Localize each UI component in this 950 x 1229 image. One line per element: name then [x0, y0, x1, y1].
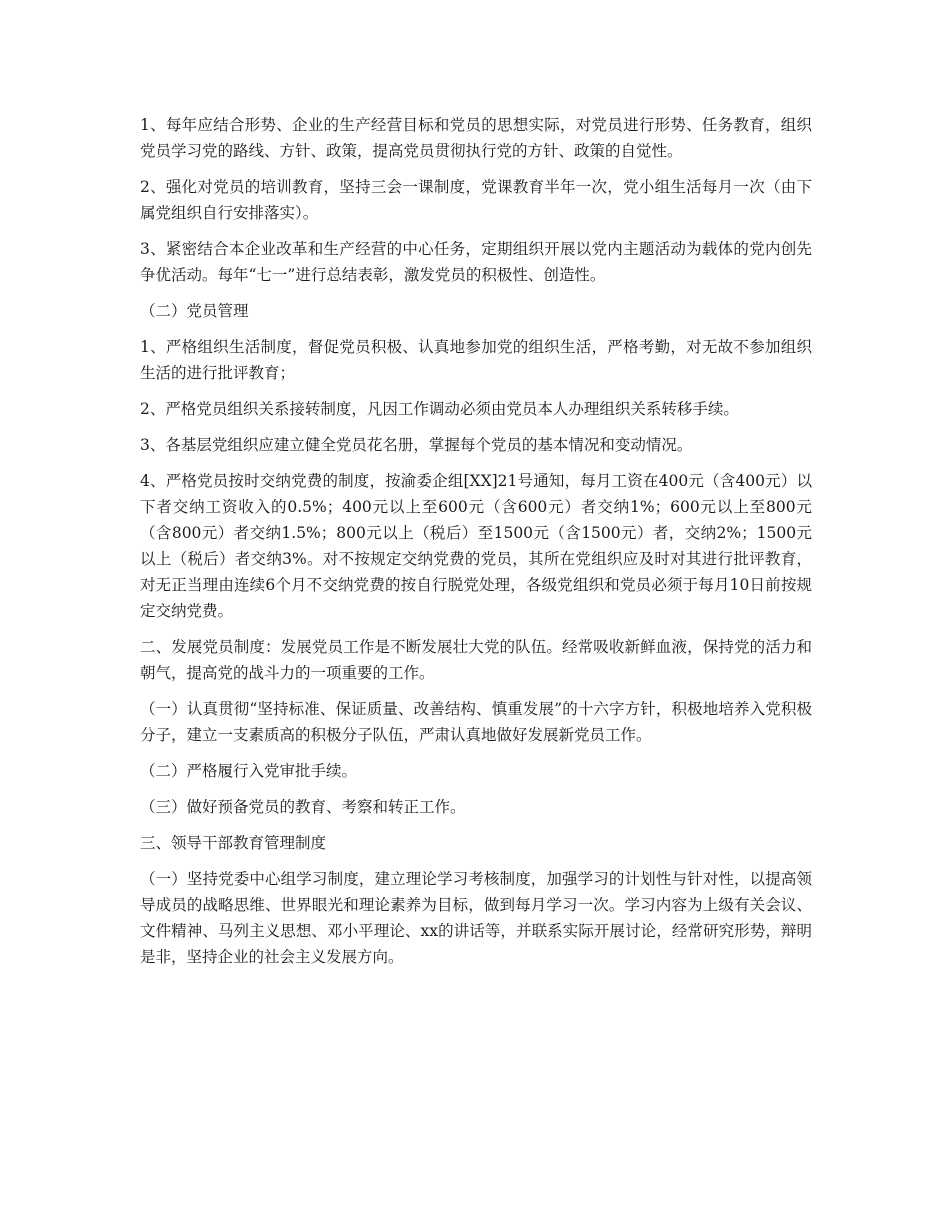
- section-heading-leader-education: 三、领导干部教育管理制度: [140, 834, 327, 852]
- paragraph-1: 1、每年应结合形势、企业的生产经营目标和党员的思想实际，对党员进行形势、任务教育，组织党员学习党的路线、方针、政策，提高党员贯彻执行党的方针、政策的自觉性。: [140, 116, 812, 160]
- paragraph-11: （二）严格履行入党审批手续。: [140, 762, 358, 780]
- paragraph-12: （三）做好预备党员的教育、考察和转正工作。: [140, 798, 466, 816]
- section-heading-member-management: （二）党员管理: [140, 302, 249, 320]
- paragraph-6: 2、严格党员组织关系接转制度，凡因工作调动必须由党员本人办理组织关系转移手续。: [140, 400, 739, 418]
- paragraph-14: （一）坚持党委中心组学习制度，建立理论学习考核制度，加强学习的计划性与针对性，以提高领导成员的战略思维、世界眼光和理论素养为目标，做到每月学习一次。学习内容为上级有关会议、文件精神、马列主义思想、邓小平理论、xx的讲话等，并联系实际开展讨论，经常研究形势，辩明是非，坚持企业的社会主义发展方向。: [140, 870, 812, 966]
- paragraph-10: （一）认真贯彻“坚持标准、保证质量、改善结构、慎重发展”的十六字方针，积极地培养入党积极分子，建立一支素质高的积极分子队伍，严肃认真地做好发展新党员工作。: [140, 700, 812, 744]
- paragraph-3: 3、紧密结合本企业改革和生产经营的中心任务，定期组织开展以党内主题活动为载体的党内创先争优活动。每年“七一”进行总结表彰，激发党员的积极性、创造性。: [140, 240, 812, 284]
- paragraph-7: 3、各基层党组织应建立健全党员花名册，掌握每个党员的基本情况和变动情况。: [140, 436, 693, 454]
- section-heading-member-development: 二、发展党员制度：发展党员工作是不断发展壮大党的队伍。经常吸收新鲜血液，保持党的活力和朝气，提高党的战斗力的一项重要的工作。: [140, 638, 812, 682]
- document-body: [140, 112, 812, 980]
- paragraph-8: 4、严格党员按时交纳党费的制度，按渝委企组[XX]21号通知，每月工资在400元（含400元）以下者交纳工资收入的0.5%；400元以上至600元（含600元）者交纳1%；600元以上至800元（含800元）者交纳1.5%；800元以上（税后）至1500元（含1500元）者，交纳2%；1500元以上（税后）者交纳3%。对不按规定交纳党费的党员，其所在党组织应及时对其进行批评教育，对无正当理由连续6个月不交纳党费的按自行脱党处理，各级党组织和党员必须于每月10日前按规定交纳党费。: [140, 472, 812, 620]
- paragraph-2: 2、强化对党员的培训教育，坚持三会一课制度，党课教育半年一次，党小组生活每月一次（由下属党组织自行安排落实）。: [140, 178, 812, 222]
- paragraph-5: 1、严格组织生活制度，督促党员积极、认真地参加党的组织生活，严格考勤，对无故不参加组织生活的进行批评教育；: [140, 338, 812, 382]
